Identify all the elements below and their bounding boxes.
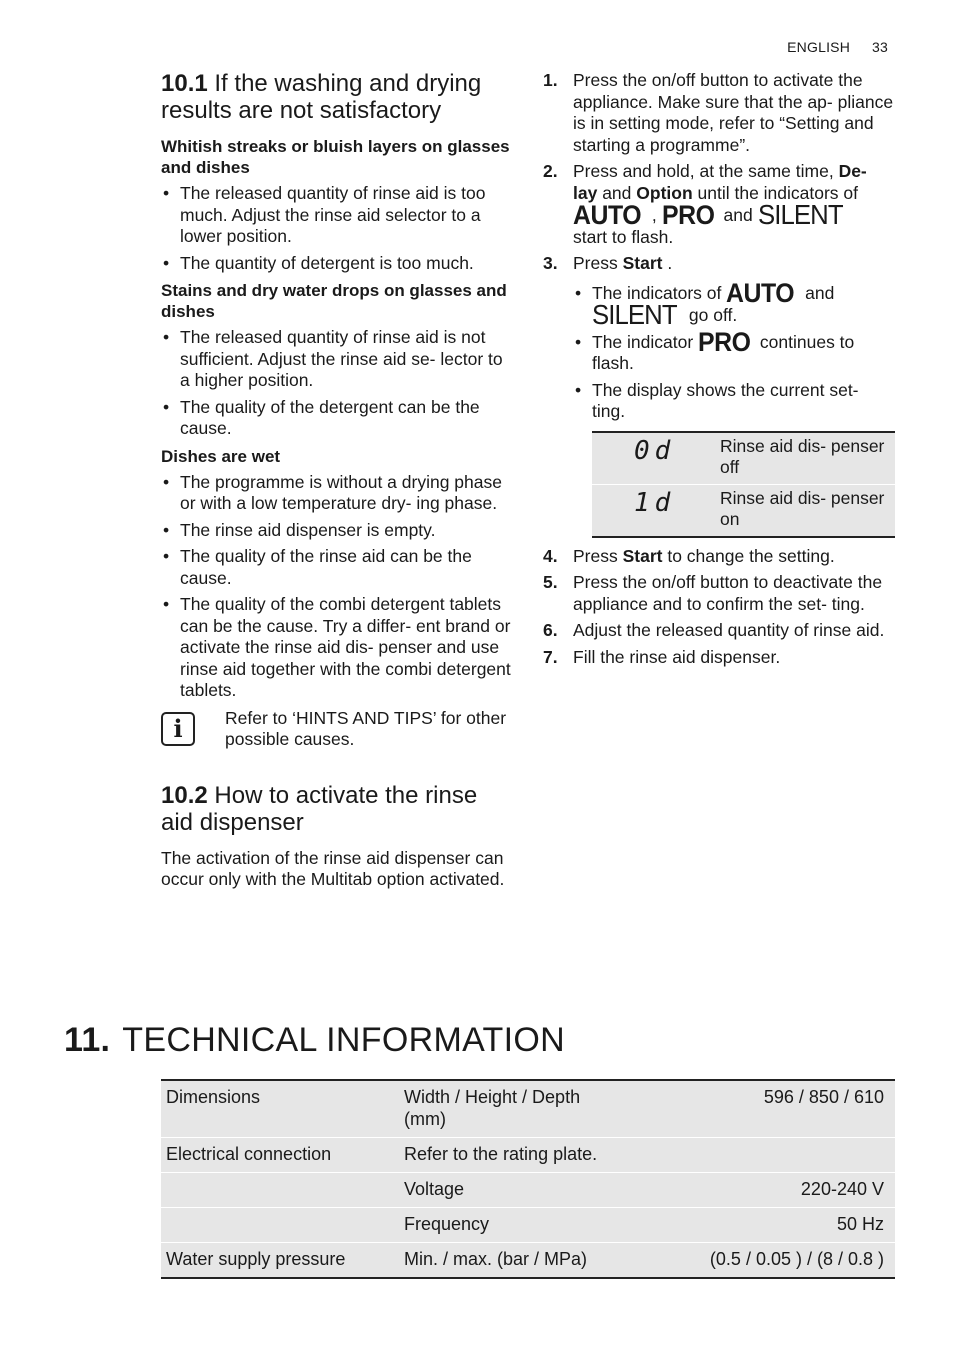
note-text: Refer to ‘HINTS AND TIPS’ for other possible causes. bbox=[225, 707, 507, 749]
bullet-list bbox=[161, 183, 513, 274]
section-10-2-title: 10.2 How to activate the rinse aid dispenser bbox=[161, 781, 478, 836]
row-param: Min. / max. (bar / MPa) bbox=[399, 1243, 637, 1279]
left-column bbox=[161, 70, 513, 891]
table-row bbox=[161, 1080, 895, 1138]
section-10-1-title: 10.1 If the washing and drying results are not satisfactory bbox=[161, 70, 482, 124]
row-label: Dimensions bbox=[161, 1080, 399, 1138]
pro-indicator: PRO bbox=[661, 200, 715, 230]
row-value: (0.5 / 0.05 ) / (8 / 0.8 ) bbox=[637, 1243, 895, 1279]
technical-info-table bbox=[161, 1079, 895, 1279]
step-4: 4. Press Start to change the setting. bbox=[543, 545, 835, 566]
step-1: 1. Press the on/off button to activate the appliance. Make sure that the ap- pliance is in setting mode, refer to “Setting and starting a programme”. bbox=[543, 70, 894, 155]
list-item: • The quality of the combi detergent tablets can be the cause. Try a differ- ent brand or activate the rinse aid dis- penser and use rinse aid together with the combi detergent tablets. bbox=[161, 594, 513, 702]
display-desc: Rinse aid dis- penser on bbox=[714, 484, 895, 537]
row-param: Width / Height / Depth (mm) bbox=[399, 1080, 637, 1138]
row-label: Water supply pressure bbox=[161, 1243, 399, 1279]
step-7: 7. Fill the rinse aid dispenser. bbox=[543, 646, 781, 667]
step-5: 5. Press the on/off button to deactivate the appliance and to confirm the set- ting. bbox=[543, 572, 883, 614]
table-row bbox=[592, 484, 895, 537]
start-label: Start bbox=[622, 253, 663, 273]
pro-indicator: PRO bbox=[698, 326, 751, 357]
row-value bbox=[637, 1138, 895, 1173]
list-item: • The rinse aid dispenser is empty. bbox=[161, 520, 513, 542]
start-label: Start bbox=[622, 545, 663, 566]
auto-indicator: AUTO bbox=[726, 277, 795, 308]
step-3: 3. Press Start . • The indicators of AUTO and SILENT go off. • The indicator PRO continues to flash. • The display shows the current set- ting. 0d Rinse aid dis- penser off 1d Rinse aid dis- penser on bbox=[543, 253, 895, 538]
inner-bullet-list bbox=[573, 277, 895, 423]
display-table bbox=[592, 431, 895, 538]
display-code: 1d bbox=[592, 484, 714, 537]
bullet-list bbox=[161, 472, 513, 702]
page-header bbox=[765, 39, 888, 55]
row-param: Voltage bbox=[399, 1173, 637, 1208]
page-number: 33 bbox=[872, 39, 888, 55]
row-param: Refer to the rating plate. bbox=[399, 1138, 637, 1173]
table-row bbox=[161, 1243, 895, 1279]
list-item: • The quality of the rinse aid can be the cause. bbox=[161, 546, 513, 589]
right-column bbox=[543, 70, 895, 673]
row-label bbox=[161, 1208, 399, 1243]
info-icon: i bbox=[161, 712, 195, 746]
list-item: • The released quantity of rinse aid is too much. Adjust the rinse aid selector to a lower position. bbox=[161, 183, 513, 248]
step-6: 6. Adjust the released quantity of rinse aid. bbox=[543, 620, 885, 640]
row-value: 50 Hz bbox=[637, 1208, 895, 1243]
table-row bbox=[161, 1208, 895, 1243]
info-note bbox=[161, 708, 513, 752]
display-desc: Rinse aid dis- penser off bbox=[714, 432, 895, 485]
list-item: • The display shows the current set- ting. bbox=[573, 380, 895, 423]
list-item: • The programme is without a drying phase or with a low temperature dry- ing phase. bbox=[161, 472, 513, 515]
display-code: 0d bbox=[592, 432, 714, 485]
row-value: 220-240 V bbox=[637, 1173, 895, 1208]
group-heading: Whitish streaks or bluish layers on glasses and dishes bbox=[161, 137, 510, 177]
table-row bbox=[161, 1173, 895, 1208]
row-label: Electrical connection bbox=[161, 1138, 399, 1173]
list-item: • The indicator PRO continues to flash. bbox=[573, 332, 895, 375]
group-heading: Dishes are wet bbox=[161, 446, 281, 466]
list-item: • The quantity of detergent is too much. bbox=[161, 253, 513, 275]
row-param: Frequency bbox=[399, 1208, 637, 1243]
language-label: ENGLISH bbox=[787, 39, 851, 55]
list-item: • The indicators of AUTO and SILENT go off. bbox=[573, 283, 895, 327]
silent-indicator: SILENT bbox=[757, 199, 843, 230]
option-label: Option bbox=[636, 182, 693, 203]
table-row bbox=[592, 432, 895, 485]
list-item: • The quality of the detergent can be the cause. bbox=[161, 397, 513, 440]
auto-indicator: AUTO bbox=[573, 200, 642, 230]
row-value: 596 / 850 / 610 bbox=[637, 1080, 895, 1138]
list-item: • The released quantity of rinse aid is not sufficient. Adjust the rinse aid se- lector to a higher position. bbox=[161, 327, 513, 392]
steps-list bbox=[543, 70, 895, 668]
bullet-list bbox=[161, 327, 513, 440]
silent-indicator: SILENT bbox=[592, 299, 677, 330]
section-10-2-body: The activation of the rinse aid dispenser can occur only with the Multitab option activated. bbox=[161, 847, 505, 889]
section-11-title: 11. TECHNICAL INFORMATION bbox=[64, 1021, 565, 1059]
group-heading: Stains and dry water drops on glasses and dishes bbox=[161, 281, 507, 321]
row-label bbox=[161, 1173, 399, 1208]
table-row bbox=[161, 1138, 895, 1173]
delay-label: De- lay bbox=[573, 161, 867, 203]
step-2: 2. Press and hold, at the same time, De- lay and Option until the indicators of AUTO , PRO and SILENT start to flash. bbox=[543, 161, 867, 247]
